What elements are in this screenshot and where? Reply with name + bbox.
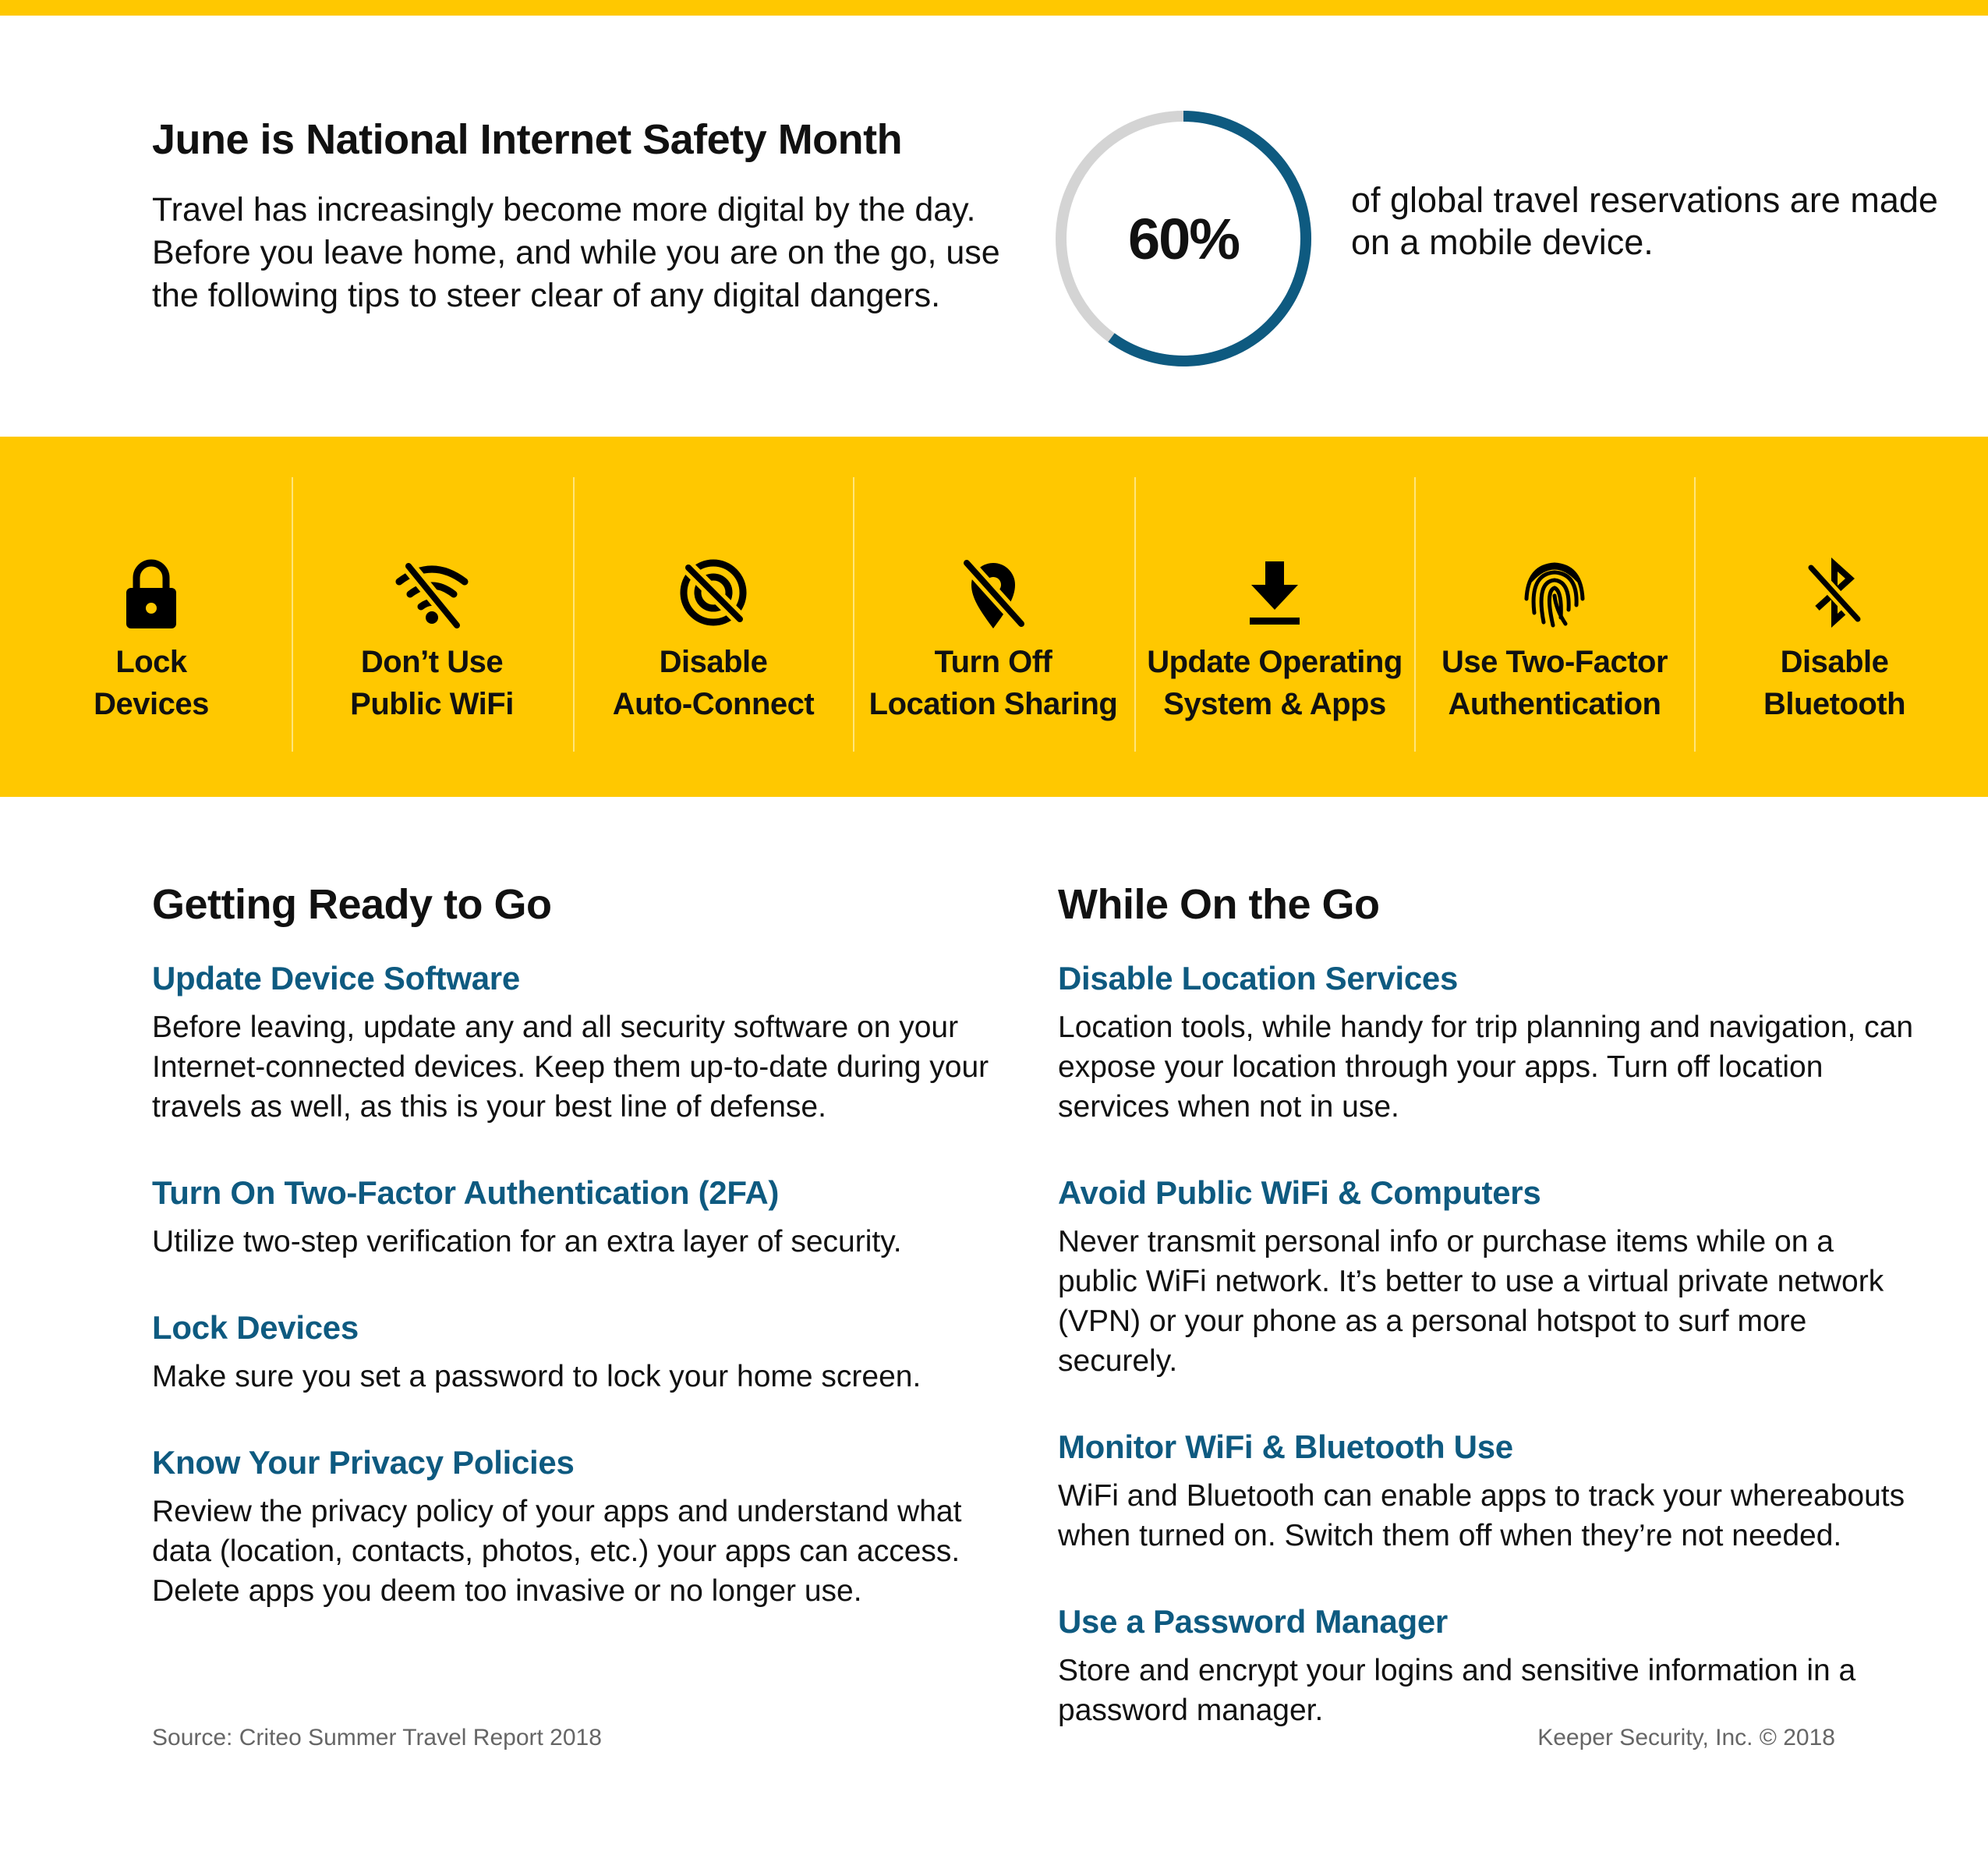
item-body: WiFi and Bluetooth can enable apps to track your whereabouts when turned on. Switch them off when they’re not needed. xyxy=(1058,1479,1905,1552)
copyright-note: Keeper Security, Inc. © 2018 xyxy=(1537,1725,1835,1750)
item-title: Monitor WiFi & Bluetooth Use xyxy=(1058,1428,1513,1465)
tip-label: Lock Devices xyxy=(94,645,209,721)
list-item xyxy=(152,956,1010,1127)
tip-label: Disable Bluetooth xyxy=(1763,645,1906,721)
stat-percentage: 60% xyxy=(1127,206,1240,271)
tip-bluetooth xyxy=(1695,477,1974,752)
on-the-go-column xyxy=(1058,873,1915,1774)
section-title: While On the Go xyxy=(1058,881,1380,928)
tip-lock-devices xyxy=(12,477,291,752)
item-title: Lock Devices xyxy=(152,1309,359,1346)
page-title: June is National Internet Safety Month xyxy=(152,116,903,163)
item-body: Make sure you set a password to lock your home screen. xyxy=(152,1360,921,1393)
tip-label: Don’t Use Public WiFi xyxy=(350,645,514,721)
list-item xyxy=(1058,956,1915,1127)
item-body: Store and encrypt your logins and sensitive information in a password manager. xyxy=(1058,1654,1856,1727)
item-title: Turn On Two-Factor Authentication (2FA) xyxy=(152,1174,780,1211)
section-title: Getting Ready to Go xyxy=(152,881,552,928)
list-item xyxy=(1058,1170,1915,1381)
tip-label: Disable Auto-Connect xyxy=(612,645,815,721)
tip-location-sharing xyxy=(854,477,1133,752)
item-title: Disable Location Services xyxy=(1058,960,1459,996)
tip-label: Turn Off Location Sharing xyxy=(868,645,1118,721)
tip-label: Update Operating System & Apps xyxy=(1147,645,1403,721)
fingerprint-icon xyxy=(1516,554,1594,632)
wifi-off-icon xyxy=(393,554,471,632)
item-body: Never transmit personal info or purchase items while on a public WiFi network. It’s better to use a virtual private network (VPN) or your phone as a personal hotspot to surf more securely. xyxy=(1058,1225,1884,1378)
list-item xyxy=(1058,1599,1915,1730)
item-title: Use a Password Manager xyxy=(1058,1603,1448,1640)
list-item xyxy=(152,1440,1010,1611)
top-accent-bar xyxy=(0,0,1988,16)
location-off-icon xyxy=(954,554,1032,632)
tip-auto-connect xyxy=(574,477,853,752)
item-title: Know Your Privacy Policies xyxy=(152,1444,575,1481)
signal-off-icon xyxy=(674,554,752,632)
list-item xyxy=(152,1305,1010,1396)
source-note: Source: Criteo Summer Travel Report 2018 xyxy=(152,1725,602,1750)
bluetooth-off-icon xyxy=(1795,554,1873,632)
item-body: Before leaving, update any and all security software on your Internet-connected devices. Keep them up-to-date during your travels as well, as this is your best line of defense. xyxy=(152,1011,989,1124)
getting-ready-column xyxy=(152,873,1010,1655)
item-body: Review the privacy policy of your apps and understand what data (location, contacts, photos, etc.) your apps can access. Delete apps you deem too invasive or no longer use. xyxy=(152,1495,962,1608)
intro-text: Travel has increasingly become more digital by the day. Before you leave home, and while you are on the go, use the following tips to steer clear of any digital dangers. xyxy=(152,191,1000,314)
item-title: Update Device Software xyxy=(152,960,520,996)
tip-two-factor xyxy=(1415,477,1694,752)
list-item xyxy=(152,1170,1010,1262)
item-body: Utilize two-step verification for an extra layer of security. xyxy=(152,1225,902,1258)
list-item xyxy=(1058,1425,1915,1556)
item-body: Location tools, while handy for trip planning and navigation, can expose your location through your apps. Turn off location services when not in use. xyxy=(1058,1011,1914,1124)
stat-description: of global travel reservations are made on a mobile device. xyxy=(1351,180,1938,262)
tip-update-os xyxy=(1135,477,1414,752)
download-icon xyxy=(1236,554,1314,632)
tip-label: Use Two-Factor Authentication xyxy=(1441,645,1668,721)
lock-icon xyxy=(112,554,190,632)
tip-public-wifi xyxy=(292,477,571,752)
hero-section xyxy=(0,16,1988,437)
item-title: Avoid Public WiFi & Computers xyxy=(1058,1174,1541,1211)
tips-band xyxy=(0,437,1988,797)
